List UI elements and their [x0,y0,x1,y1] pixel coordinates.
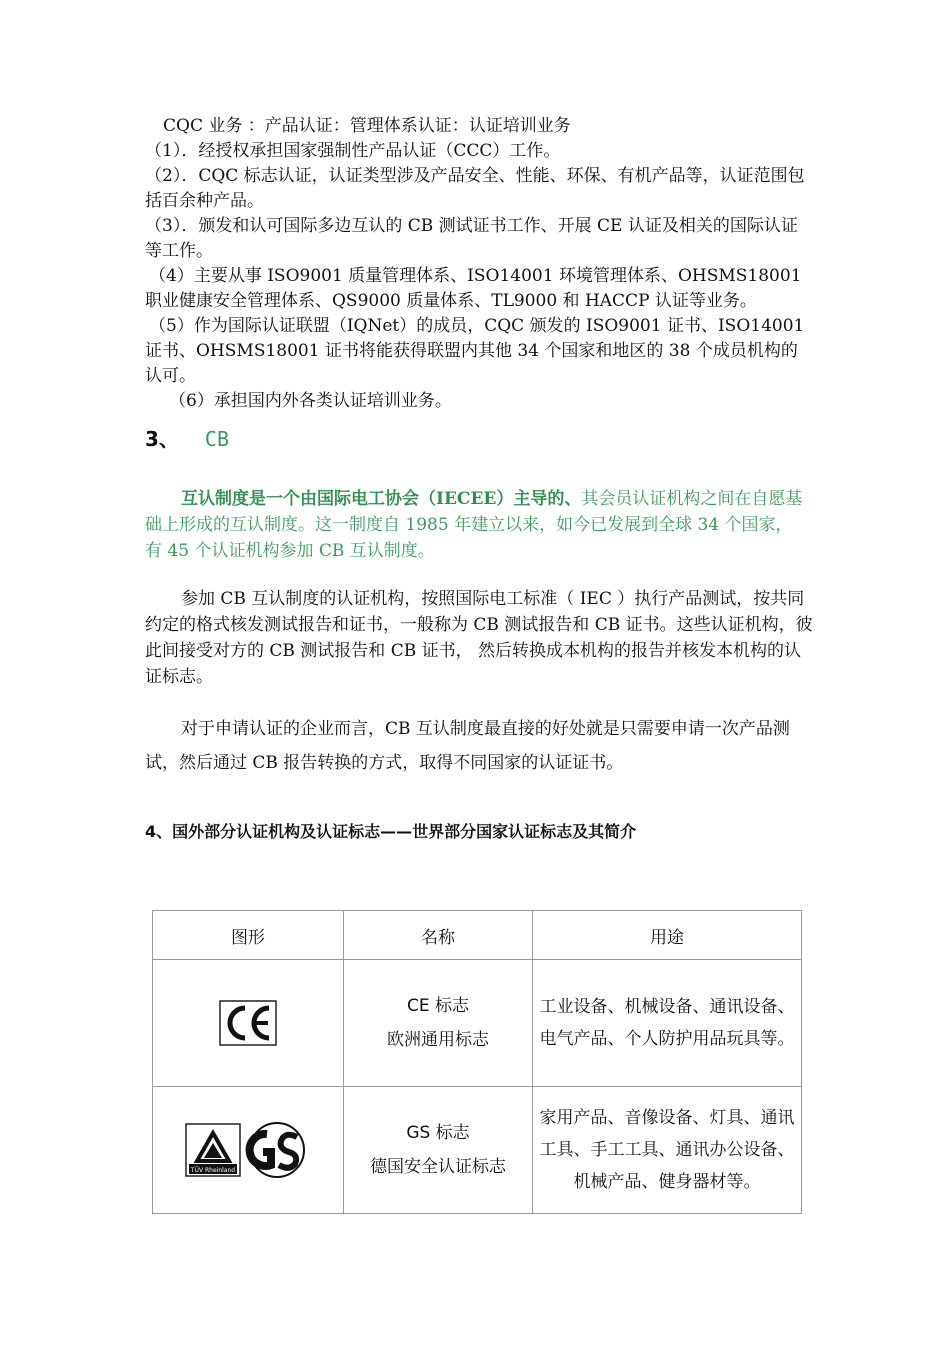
cb-paragraph-1 [145,486,813,564]
mark-description: 德国安全认证标志 [370,1157,506,1177]
tuv-logo-text: TÜV Rheinland [190,1167,236,1174]
cb-paragraph-3: 对于申请认证的企业而言，CB 互认制度最直接的好处就是只需要申请一次产品测试，然后通过 CB 报告转换的方式，取得不同国家的认证证书。 [145,719,790,773]
cqc-item-1: （1）．经授权承担国家强制性产品认证（CCC）工作。 [145,141,561,161]
cqc-item-5: （5）作为国际认证联盟（IQNet）的成员，CQC 颁发的 ISO9001 证书、ISO14001 证书、OHSMS18001 证书将能获得联盟内其他 34 个国家和地区的 38 个成员机构的认可。 [145,316,805,386]
table-header-cell: 图形 [153,911,344,960]
tuv-gs-mark-icon [185,1121,311,1179]
cqc-title: CQC 业务 ：产品认证：管理体系认证：认证培训业务 [163,116,571,136]
cqc-item-3: （3）．颁发和认可国际多边互认的 CB 测试证书工作、开展 CE 认证及相关的国际认证等工作。 [145,216,798,261]
mark-name: CE 标志 [406,996,469,1016]
section-3-title: CB [204,427,230,451]
cqc-item-4: （4）主要从事 ISO9001 质量管理体系、ISO14001 环境管理体系、OHSMS18001 职业健康安全管理体系、QS9000 质量体系、TL9000 和 HACCP 认证等业务。 [145,266,802,311]
cqc-item-6: （6）承担国内外各类认证培训业务。 [169,391,452,411]
ce-mark-icon [219,1000,277,1046]
table-header-cell: 名称 [344,911,533,960]
section-3-number: 3、 [145,427,179,451]
mark-name: GS 标志 [406,1123,470,1143]
usage-cell: 家用产品、音像设备、灯具、通讯工具、手工工具、通讯办公设备、机械产品、健身器材等。 [533,1087,802,1214]
table-header-cell: 用途 [533,911,802,960]
mark-description: 欧洲通用标志 [387,1030,489,1050]
cb-paragraph-1-bold: 互认制度是一个由国际电工协会（IECEE）主导的、 [181,489,582,509]
table-header-row [153,911,802,960]
cb-paragraph-1-rest: 其会员认证机构之间在自愿基础上形成的互认制度。这一制度自 1985 年建立以来，如今已发展到全球 34 个国家， 有 45 个认证机构参加 CB 互认制度。 [145,489,803,561]
table-row [153,1087,802,1214]
name-cell [344,960,533,1087]
logo-cell [153,960,344,1087]
table-row [153,960,802,1087]
usage-cell: 工业设备、机械设备、通讯设备、电气产品、个人防护用品玩具等。 [533,960,802,1087]
logo-cell [153,1087,344,1214]
cqc-item-2: （2）．CQC 标志认证，认证类型涉及产品安全、性能、环保、有机产品等，认证范围包括百余种产品。 [145,166,805,211]
section-4-heading: 4、国外部分认证机构及认证标志——世界部分国家认证标志及其简介 [145,822,637,841]
section-3-heading [145,424,813,454]
cb-paragraph-2: 参加 CB 互认制度的认证机构，按照国际电工标准（ IEC ）执行产品测试，按共同约定的格式核发测试报告和证书，一般称为 CB 测试报告和 CB 证书。这些认证机构，彼此间接受对方的 CB 测试报告和 CB 证书， 然后转换成本机构的报告并核发本机构的认证标志。 [145,589,813,687]
certification-marks-table [152,910,802,1214]
name-cell [344,1087,533,1214]
document-body [145,114,813,844]
